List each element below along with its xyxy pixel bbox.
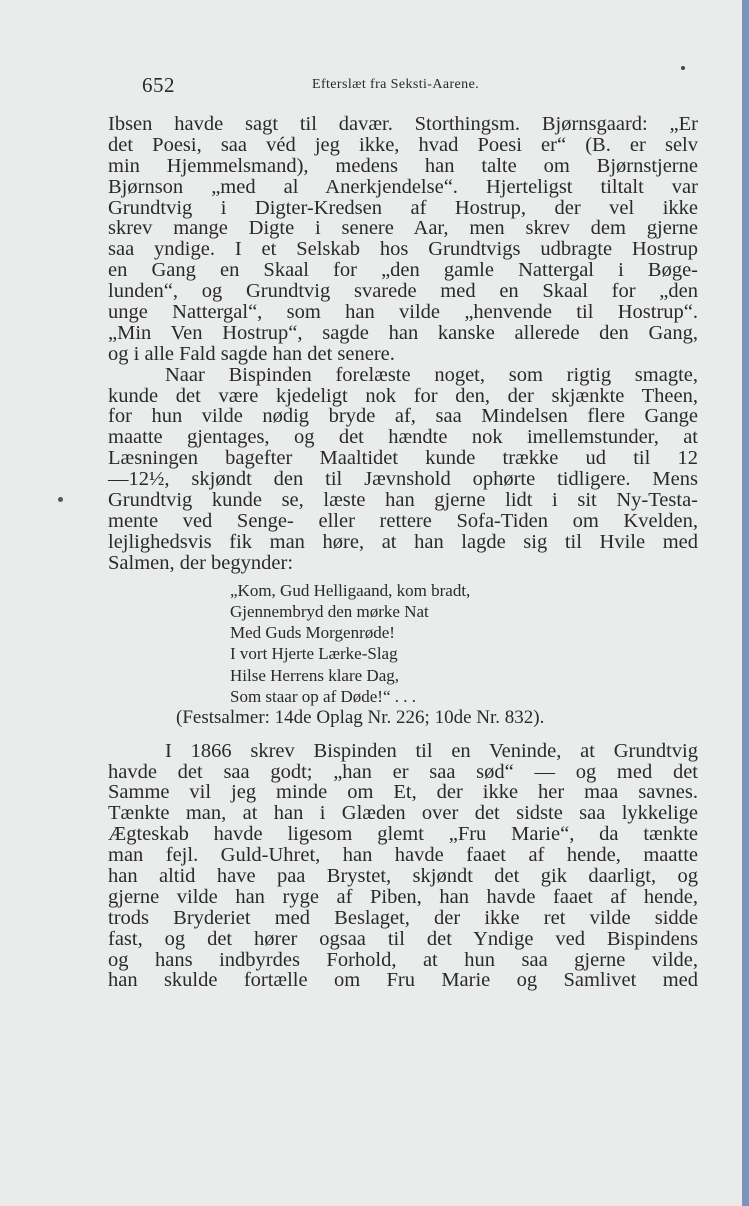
text-line: lejlighedsvis fik man høre, at han lagde sig til Hvile med xyxy=(108,530,698,553)
text-line: gjerne vilde han ryge af Piben, han havde faaet af hende, xyxy=(108,885,698,908)
text-line: det Poesi, saa véd jeg ikke, hvad Poesi er“ (B. er selv xyxy=(108,133,698,156)
text-line: trods Bryderiet med Beslaget, der ikke ret vilde sidde xyxy=(108,906,698,929)
text-line: skrev mange Digte i senere Aar, men skrev dem gjerne xyxy=(108,217,698,240)
text-line: havde det saa godt; „han er saa sød“ — og med det xyxy=(108,760,698,783)
text-line: „Min Ven Hostrup“, sagde han kanske allerede den Gang, xyxy=(108,321,698,344)
book-spine-edge xyxy=(742,0,749,1206)
text-line: for hun vilde nødig bryde af, saa Mindelsen flere Gange xyxy=(108,405,698,428)
hymn-citation: (Festsalmer: 14de Oplag Nr. 226; 10de Nr. 832). xyxy=(176,707,545,729)
text-line: min Hjemmelsmand), medens han talte om Bjørnstjerne xyxy=(108,154,698,177)
page-header xyxy=(142,73,697,99)
text-line: mente ved Senge- eller rettere Sofa-Tiden om Kvelden, xyxy=(108,509,698,532)
page-body xyxy=(108,114,698,991)
text-line: han altid have paa Brystet, skjøndt det gik daarligt, og xyxy=(108,865,698,888)
verse-line: „Kom, Gud Helligaand, kom bradt, xyxy=(230,580,471,600)
text-line: og hans indbyrdes Forhold, at hun saa gjerne vilde, xyxy=(108,948,698,971)
verse-line: Som staar op af Døde!“ . . . xyxy=(230,687,417,707)
margin-mark xyxy=(58,497,63,502)
verse-line: Med Guds Morgenrøde! xyxy=(230,623,395,643)
text-line: en Gang en Skaal for „den gamle Nattergal i Bøge- xyxy=(108,259,698,282)
text-line: Grundtvig kunde se, læste han gjerne lidt i sit Ny-Testa- xyxy=(108,489,698,512)
paragraph-3 xyxy=(108,741,698,992)
text-line: Salmen, der begynder: xyxy=(108,551,294,574)
text-line: Naar Bispinden forelæste noget, som rigtig smagte, xyxy=(165,363,698,386)
page-number: 652 xyxy=(142,73,175,97)
text-line: man fejl. Guld-Uhret, han havde faaet af hende, maatte xyxy=(108,844,698,867)
verse-line: I vort Hjerte Lærke-Slag xyxy=(230,644,398,664)
text-line: unge Nattergal“, som han vilde „henvende til Hostrup“. xyxy=(108,301,698,324)
hymn-quotation xyxy=(108,580,698,729)
text-line: Bjørnson „med al Anerkjendelse“. Hjerteligst tiltalt var xyxy=(108,175,698,198)
text-line: Tænkte man, at han i Glæden over det sidste saa lykkelige xyxy=(108,802,698,825)
text-line: Læsningen bagefter Maaltidet kunde trække ud til 12 xyxy=(108,447,698,470)
spacer xyxy=(108,729,698,741)
text-line: saa yndige. I et Selskab hos Grundtvigs udbragte Hostrup xyxy=(108,238,698,261)
text-line: Ægteskab havde ligesom glemt „Fru Marie“, da tænkte xyxy=(108,823,698,846)
running-title: Efterslæt fra Seksti-Aarene. xyxy=(312,77,480,92)
verse-line: Hilse Herrens klare Dag, xyxy=(230,665,399,685)
text-line: maatte gjentages, og det hændte nok imellemstunder, at xyxy=(108,426,698,449)
ink-dot xyxy=(681,66,685,70)
text-line: lunden“, og Grundtvig svarede med en Skaal for „den xyxy=(108,280,698,303)
text-line: han skulde fortælle om Fru Marie og Samlivet med xyxy=(108,969,698,992)
text-line: og i alle Fald sagde han det senere. xyxy=(108,342,395,365)
text-line: I 1866 skrev Bispinden til en Veninde, at Grundtvig xyxy=(165,739,698,762)
paragraph-1 xyxy=(108,114,698,365)
text-line: kunde det være kjedeligt nok for den, der skjænkte Theen, xyxy=(108,384,698,407)
paragraph-2 xyxy=(108,365,698,574)
text-line: fast, og det hører ogsaa til det Yndige ved Bispindens xyxy=(108,927,698,950)
text-line: —12½, skjøndt den til Jævnshold ophørte tidligere. Mens xyxy=(108,468,698,491)
verse-line: Gjennembryd den mørke Nat xyxy=(230,601,429,621)
text-line: Grundtvig i Digter-Kredsen af Hostrup, der vel ikke xyxy=(108,196,698,219)
text-line: Samme vil jeg minde om Et, der ikke her maa savnes. xyxy=(108,781,698,804)
text-line: Ibsen havde sagt til davær. Storthingsm. Bjørnsgaard: „Er xyxy=(108,113,698,135)
